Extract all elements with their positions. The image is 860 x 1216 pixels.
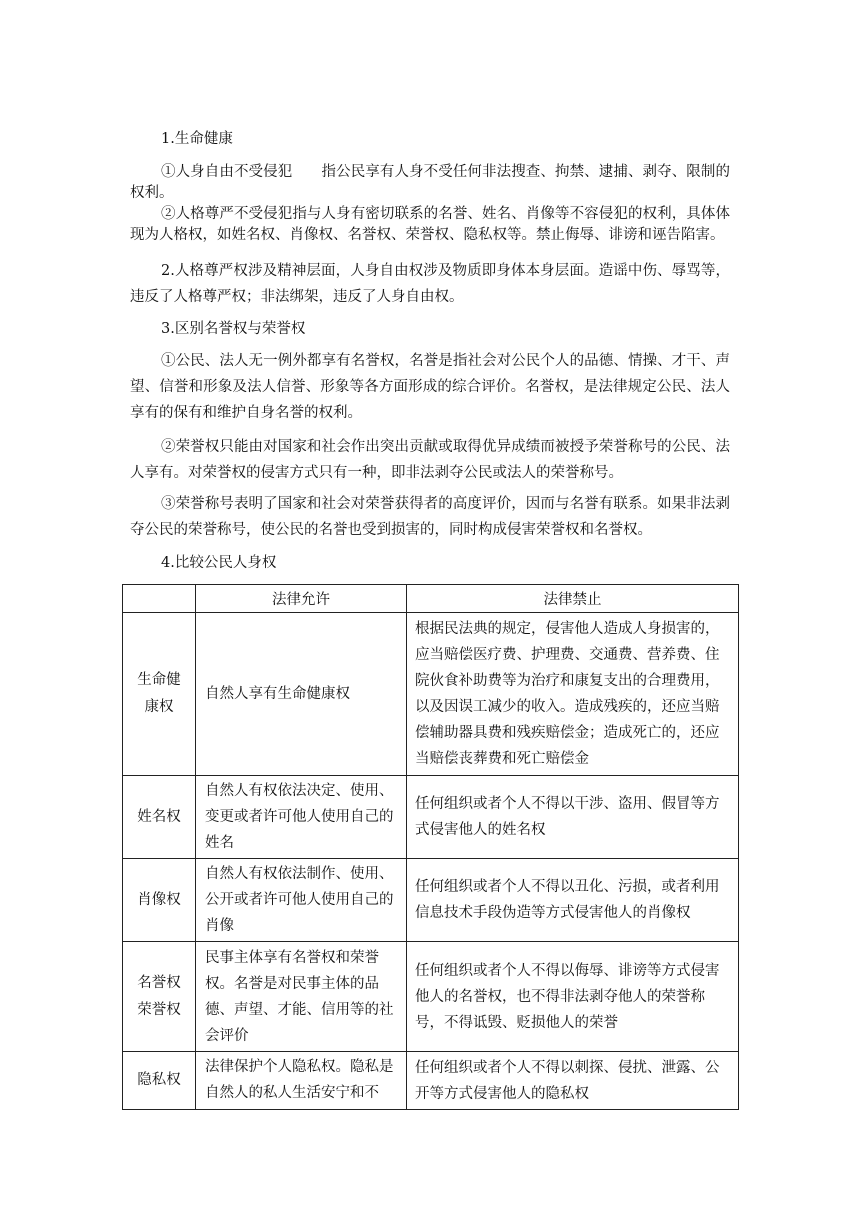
table-row bbox=[123, 942, 739, 1052]
point-3-item-2: ②荣誉权只能由对国家和社会作出突出贡献或取得优异成绩而被授予荣誉称号的公民、法人享有。对荣誉权的侵害方式只有一种，即非法剥夺公民或法人的荣誉称号。 bbox=[130, 439, 730, 481]
point-2-paragraph: 2.人格尊严权涉及精神层面，人身自由权涉及物质即身体本身层面。造谣中伤、辱骂等，违反了人格尊严权；非法绑架，违反了人身自由权。 bbox=[130, 263, 730, 305]
row-prohibited: 任何组织或者个人不得以侮辱、诽谤等方式侵害他人的名誉权，也不得非法剥夺他人的荣誉称号，不得诋毁、贬损他人的荣誉 bbox=[407, 942, 739, 1052]
table-row bbox=[123, 859, 739, 942]
row-prohibited: 任何组织或者个人不得以干涉、盗用、假冒等方式侵害他人的姓名权 bbox=[407, 776, 739, 859]
row-name: 肖像权 bbox=[123, 859, 196, 942]
table-header-row bbox=[123, 585, 739, 613]
row-allowed: 民事主体享有名誉权和荣誉权。名誉是对民事主体的品德、声望、才能、信用等的社会评价 bbox=[196, 942, 407, 1052]
table-row bbox=[123, 613, 739, 776]
row-allowed: 自然人有权依法制作、使用、公开或者许可他人使用自己的肖像 bbox=[196, 859, 407, 942]
freedom-item: ①人身自由不受侵犯 指公民享有人身不受任何非法搜查、拘禁、逮捕、剥夺、限制的权利。 bbox=[130, 164, 730, 201]
row-name: 隐私权 bbox=[123, 1052, 196, 1110]
point-3-item-1: ①公民、法人无一例外都享有名誉权，名誉是指社会对公民个人的品德、情操、才干、声望、信誉和形象及法人信誉、形象等各方面形成的综合评价。名誉权，是法律规定公民、法人享有的保有和维护自身名誉的权利。 bbox=[130, 353, 730, 421]
life-health-heading: 1.生命健康 bbox=[161, 131, 233, 147]
row-allowed: 自然人有权依法决定、使用、变更或者许可他人使用自己的姓名 bbox=[196, 776, 407, 859]
dignity-item: ②人格尊严不受侵犯指与人身有密切联系的名誉、姓名、肖像等不容侵犯的权利，具体体现为人格权，如姓名权、肖像权、名誉权、荣誉权、隐私权等。禁止侮辱、诽谤和诬告陷害。 bbox=[130, 206, 730, 243]
header-prohibited: 法律禁止 bbox=[407, 585, 739, 613]
row-name: 名誉权荣誉权 bbox=[123, 942, 196, 1052]
row-allowed: 自然人享有生命健康权 bbox=[196, 613, 407, 776]
row-prohibited: 任何组织或者个人不得以刺探、侵扰、泄露、公开等方式侵害他人的隐私权 bbox=[407, 1052, 739, 1110]
row-allowed: 法律保护个人隐私权。隐私是自然人的私人生活安宁和不 bbox=[196, 1052, 407, 1110]
header-allowed: 法律允许 bbox=[196, 585, 407, 613]
point-4-heading: 4.比较公民人身权 bbox=[161, 555, 277, 571]
row-prohibited: 任何组织或者个人不得以丑化、污损，或者利用信息技术手段伪造等方式侵害他人的肖像权 bbox=[407, 859, 739, 942]
table-row bbox=[123, 776, 739, 859]
personal-rights-table bbox=[122, 584, 739, 1110]
row-name: 姓名权 bbox=[123, 776, 196, 859]
point-3-heading: 3.区别名誉权与荣誉权 bbox=[161, 321, 306, 337]
row-name: 生命健康权 bbox=[123, 613, 196, 776]
row-prohibited: 根据民法典的规定，侵害他人造成人身损害的，应当赔偿医疗费、护理费、交通费、营养费、住院伙食补助费等为治疗和康复支出的合理费用，以及因误工减少的收入。造成残疾的，还应当赔偿辅助器具费和残疾赔偿金；造成死亡的，还应当赔偿丧葬费和死亡赔偿金 bbox=[407, 613, 739, 776]
header-blank bbox=[123, 585, 196, 613]
point-3-item-3: ③荣誉称号表明了国家和社会对荣誉获得者的高度评价，因而与名誉有联系。如果非法剥夺公民的荣誉称号，使公民的名誉也受到损害的，同时构成侵害荣誉权和名誉权。 bbox=[130, 496, 730, 538]
table-row bbox=[123, 1052, 739, 1110]
